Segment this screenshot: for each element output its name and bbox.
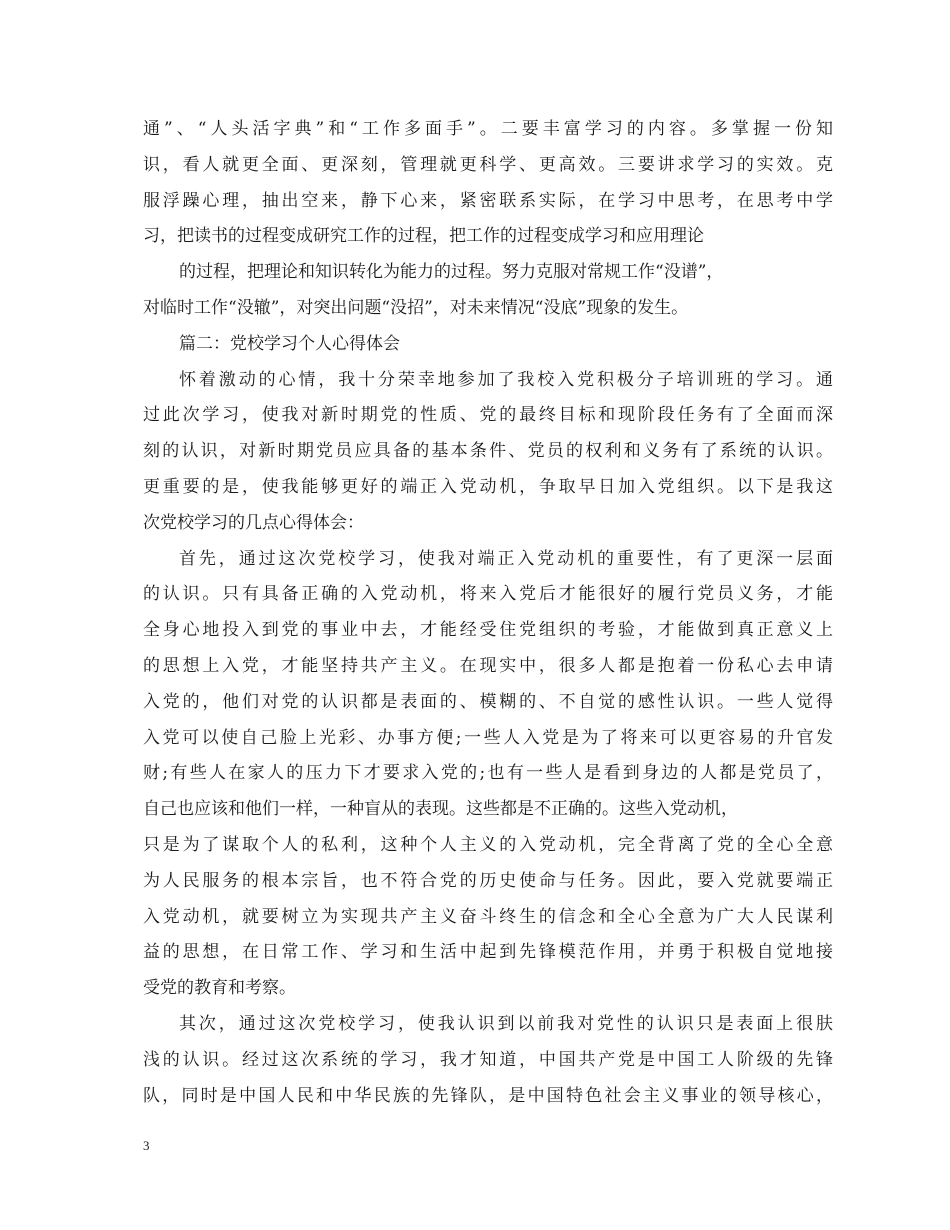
text-line: 的思想上入党，才能坚持共产主义。在现实中，很多人都是抱着一份私心去申请: [143, 655, 833, 676]
page-number: 3: [143, 1138, 150, 1153]
text-line: 对临时工作“没辙”，对突出问题“没招”，对未来情况“没底”现象的发生。: [143, 297, 689, 318]
text-line: 入党可以使自己脸上光彩、办事方便;一些人入党是为了将来可以更容易的升官发: [143, 727, 833, 748]
text-line: 篇二：党校学习个人心得体会: [179, 333, 400, 354]
text-line: 的过程，把理论和知识转化为能力的过程。努力克服对常规工作“没谱”，: [179, 262, 724, 283]
text-line: 其次，通过这次党校学习，使我认识到以前我对党性的认识只是表面上很肤: [179, 1013, 833, 1034]
text-line: 只是为了谋取个人的私利，这种个人主义的入党动机，完全背离了党的全心全意: [143, 834, 833, 855]
text-line: 过此次学习，使我对新时期党的性质、党的最终目标和现阶段任务有了全面而深: [143, 405, 833, 426]
text-line: 更重要的是，使我能够更好的端正入党动机，争取早日加入党组织。以下是我这: [143, 476, 833, 497]
text-line: 浅的认识。经过这次系统的学习，我才知道，中国共产党是中国工人阶级的先锋: [143, 1049, 833, 1070]
text-line: 次党校学习的几点心得体会：: [143, 512, 364, 533]
text-line: 财;有些人在家人的压力下才要求入党的;也有一些人是看到身边的人都是党员了，: [143, 763, 833, 784]
text-line: 队，同时是中国人民和中华民族的先锋队，是中国特色社会主义事业的领导核心，: [143, 1085, 833, 1106]
document-body: [143, 112, 833, 1114]
text-line: 习，把读书的过程变成研究工作的过程，把工作的过程变成学习和应用理论: [143, 226, 704, 247]
text-line: 入党动机，就要树立为实现共产主义奋斗终生的信念和全心全意为广大人民谋利: [143, 906, 833, 927]
text-line: 为人民服务的根本宗旨，也不符合党的历史使命与任务。因此，要入党就要端正: [143, 870, 833, 891]
text-line: 首先，通过这次党校学习，使我对端正入党动机的重要性，有了更深一层面: [179, 548, 833, 569]
text-line: 益的思想，在日常工作、学习和生活中起到先锋模范作用，并勇于积极自觉地接: [143, 942, 833, 963]
text-line: 受党的教育和考察。: [143, 978, 296, 999]
text-line: 识，看人就更全面、更深刻，管理就更科学、更高效。三要讲求学习的实效。克: [143, 154, 833, 175]
text-line: 入党的，他们对党的认识都是表面的、模糊的、不自觉的感性认识。一些人觉得: [143, 691, 833, 712]
text-line: 自己也应该和他们一样，一种盲从的表现。这些都是不正确的。这些入党动机，: [143, 799, 738, 820]
text-line: 服浮躁心理，抽出空来，静下心来，紧密联系实际，在学习中思考，在思考中学: [143, 190, 833, 211]
text-line: 怀着激动的心情，我十分荣幸地参加了我校入党积极分子培训班的学习。通: [179, 369, 833, 390]
text-line: 通”、“人头活字典”和“工作多面手”。二要丰富学习的内容。多掌握一份知: [143, 119, 833, 139]
text-line: 的认识。只有具备正确的入党动机，将来入党后才能很好的履行党员义务，才能: [143, 584, 833, 605]
text-line: 刻的认识，对新时期党员应具备的基本条件、党员的权利和义务有了系统的认识。: [143, 441, 833, 462]
text-line: 全身心地投入到党的事业中去，才能经受住党组织的考验，才能做到真正意义上: [143, 620, 833, 641]
